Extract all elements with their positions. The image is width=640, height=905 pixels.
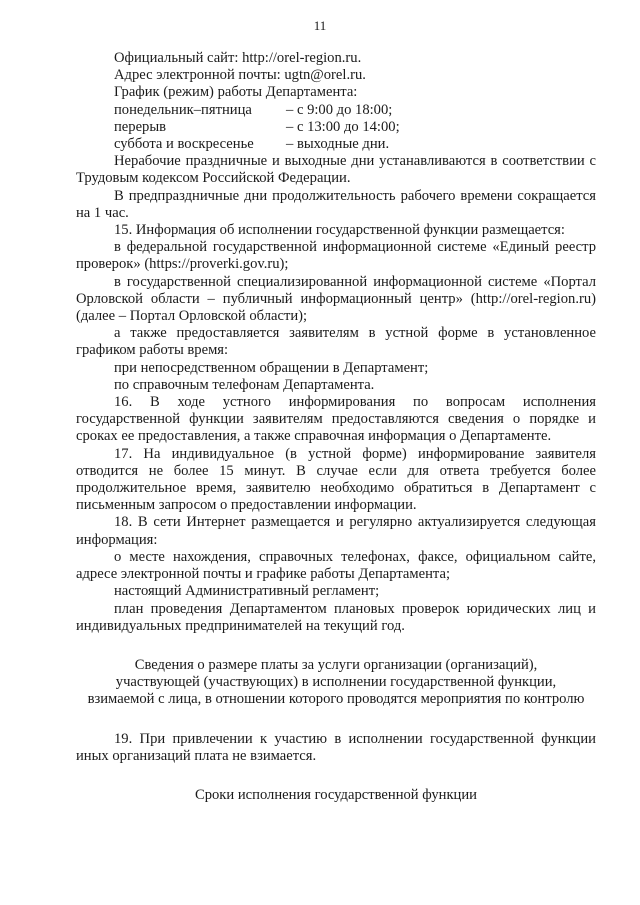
paragraph-15-item: в государственной специализированной информационной системе «Портал Орловской области – публичный информационный центр» (http://orel-region.ru) (далее – Портал Орловской области); [76,273,596,325]
paragraph-15-item: а также предоставляется заявителям в устной форме в установленное графиком работы время: [76,325,596,359]
paragraph-15-item: в федеральной государственной информационной системе «Единый реестр проверок» (https://proverki.gov.ru); [76,239,596,273]
paragraph-18-item: о месте нахождения, справочных телефонах, факсе, официальном сайте, адресе электронной почты и графике работы Департамента; [76,548,596,583]
schedule-value: – с 9:00 до 18:00; [286,101,393,118]
official-site-line: Официальный сайт: http://orel-region.ru. [114,50,362,66]
paragraph-17: 17. На индивидуальное (в устной форме) информирование заявителя отводится не более 15 минут. В случае если для ответа требуется более продолжительное время, заявителю необходимо обратиться в Департамент с письменным запросом о предоставлении информации. [76,445,596,514]
schedule-row [76,119,596,136]
document-body [76,50,596,804]
email-line: Адрес электронной почты: ugtn@orel.ru. [114,67,366,84]
paragraph-16: 16. В ходе устного информирования по вопросам исполнения государственной функции заявителям предоставляются сведения о порядке и сроках ее предоставления, а также справочная информация о Департаменте. [76,394,596,445]
fee-heading-line: участвующей (участвующих) в исполнении государственной функции, [115,674,557,691]
paragraph-18-item: настоящий Административный регламент; [114,583,380,600]
page-number: 11 [313,18,327,33]
schedule-value: – с 13:00 до 14:00; [286,118,400,135]
schedule-day: перерыв [114,118,167,135]
terms-heading: Сроки исполнения государственной функции [194,786,477,803]
paragraph-19: 19. При привлечении к участию в исполнении государственной функции иных организаций плата не взимается. [76,730,596,764]
fee-heading-line: Сведения о размере платы за услуги организации (организаций), [134,656,538,673]
paragraph-18: 18. В сети Интернет размещается и регулярно актуализируется следующая информация: [76,514,596,548]
paragraph-15: 15. Информация об исполнении государственной функции размещается: [114,222,565,239]
paragraph-18-item: план проведения Департаментом плановых проверок юридических лиц и индивидуальных предпринимателей на текущий год. [76,600,596,634]
schedule-value: – выходные дни. [286,136,390,153]
schedule-day: понедельник–пятница [114,101,252,118]
schedule-row [76,136,596,153]
paragraph-15-item: при непосредственном обращении в Департамент; [114,359,429,376]
holidays-paragraph: Нерабочие праздничные и выходные дни устанавливаются в соответствии с Трудовым кодексом Российской Федерации. [76,153,596,187]
paragraph-15-item: по справочным телефонам Департамента. [114,376,375,393]
fee-heading-line: взимаемой с лица, в отношении которого проводятся мероприятия по контролю [87,691,585,708]
schedule-row [76,102,596,119]
preholiday-paragraph: В предпраздничные дни продолжительность рабочего времени сокращается на 1 час. [76,187,596,221]
schedule-title: График (режим) работы Департамента: [114,84,358,101]
schedule-day: суббота и воскресенье [114,136,254,153]
